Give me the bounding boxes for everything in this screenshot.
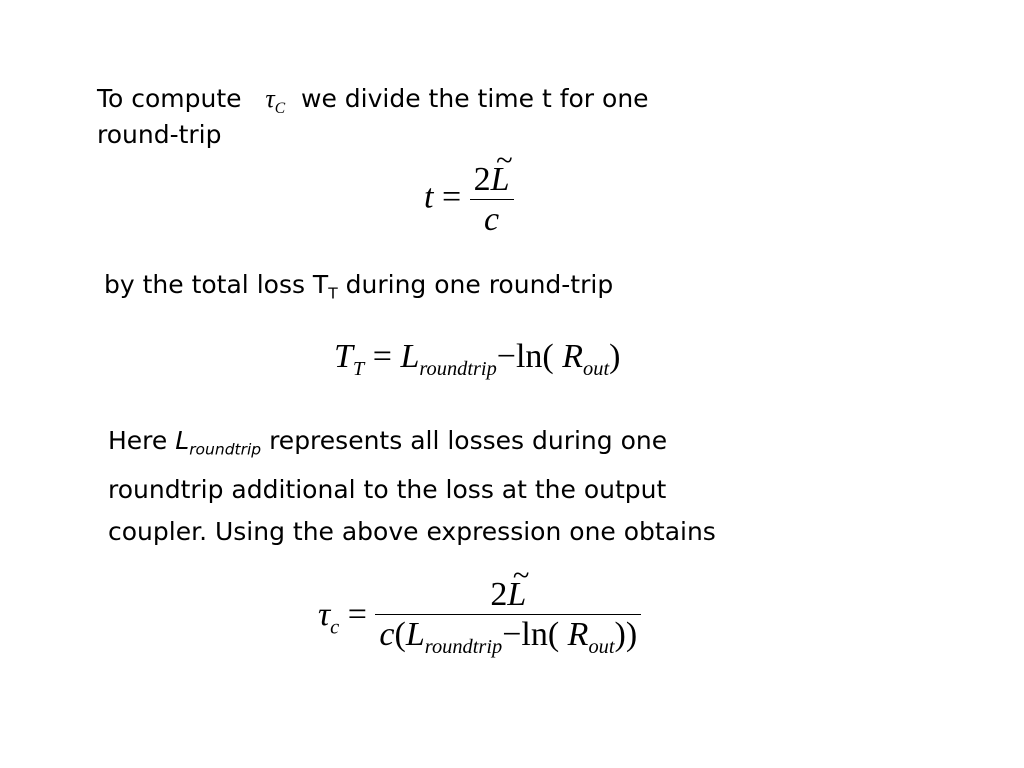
eq1-lhs: t (424, 178, 434, 216)
intro-suffix: we divide the time t for one (301, 84, 649, 113)
eq1-fraction (470, 160, 514, 239)
eq2-minus: − (496, 338, 516, 375)
eq2-equals: = (372, 338, 392, 375)
total-loss-line (104, 272, 613, 302)
eq1-numerator (470, 160, 514, 199)
para-L-sub: roundtrip (189, 440, 262, 459)
eq3-den-open: ( (394, 616, 406, 654)
eq3-close: )) (614, 616, 638, 654)
eq2-close: ) (609, 338, 621, 375)
intro-line-2: round-trip (97, 120, 222, 149)
eq3-equals: = (347, 596, 367, 634)
tau-symbol: τ (265, 84, 275, 113)
eq3-numerator (486, 575, 530, 614)
para-rest-1: represents all losses during one (269, 426, 668, 455)
tau-subscript: C (274, 100, 286, 118)
eq3-R: R (567, 616, 589, 654)
paragraph-line-1 (108, 428, 667, 458)
intro-prefix: To compute (97, 84, 242, 113)
para-L: L (175, 426, 190, 455)
eq1-num-coef: 2 (473, 161, 491, 198)
para-here: Here (108, 426, 168, 455)
eq2-L: L (400, 338, 420, 375)
eq3-lhs: τ (318, 596, 331, 634)
equation-total-loss (334, 340, 620, 380)
equation-tau-c (318, 575, 641, 660)
total-loss-text: by the total loss T (104, 270, 329, 299)
paragraph-line-3: coupler. Using the above expression one obtains (108, 517, 716, 546)
eq3-num-coef: 2 (490, 576, 508, 613)
eq3-fraction (375, 575, 641, 660)
paragraph-line-2: roundtrip additional to the loss at the output (108, 475, 667, 504)
eq3-minus: − (502, 616, 522, 654)
total-loss-subscript: T (328, 284, 338, 303)
total-loss-suffix: during one round-trip (345, 270, 614, 299)
eq3-R-sub: out (588, 636, 615, 659)
eq3-ln: ln( (521, 616, 560, 654)
eq2-R-sub: out (583, 358, 610, 381)
eq3-L-sub: roundtrip (424, 636, 503, 659)
eq3-den-c: c (379, 616, 395, 654)
eq3-L: L (405, 616, 425, 654)
eq1-denominator: c (484, 201, 500, 239)
eq2-lhs-sub: T (352, 358, 365, 381)
equation-round-trip-time (424, 160, 514, 239)
eq3-lhs-sub: c (330, 616, 340, 639)
intro-line (97, 86, 649, 117)
tau-c-symbol (265, 84, 286, 118)
eq2-lhs: T (334, 338, 353, 375)
eq2-R: R (562, 338, 584, 375)
eq3-denominator (375, 615, 641, 660)
eq2-L-sub: roundtrip (419, 358, 497, 381)
eq2-ln: ln( (515, 338, 554, 375)
eq3-num-var: ~ L (507, 575, 526, 614)
eq1-num-var: ~ L (491, 160, 510, 199)
eq1-equals: = (441, 178, 462, 216)
